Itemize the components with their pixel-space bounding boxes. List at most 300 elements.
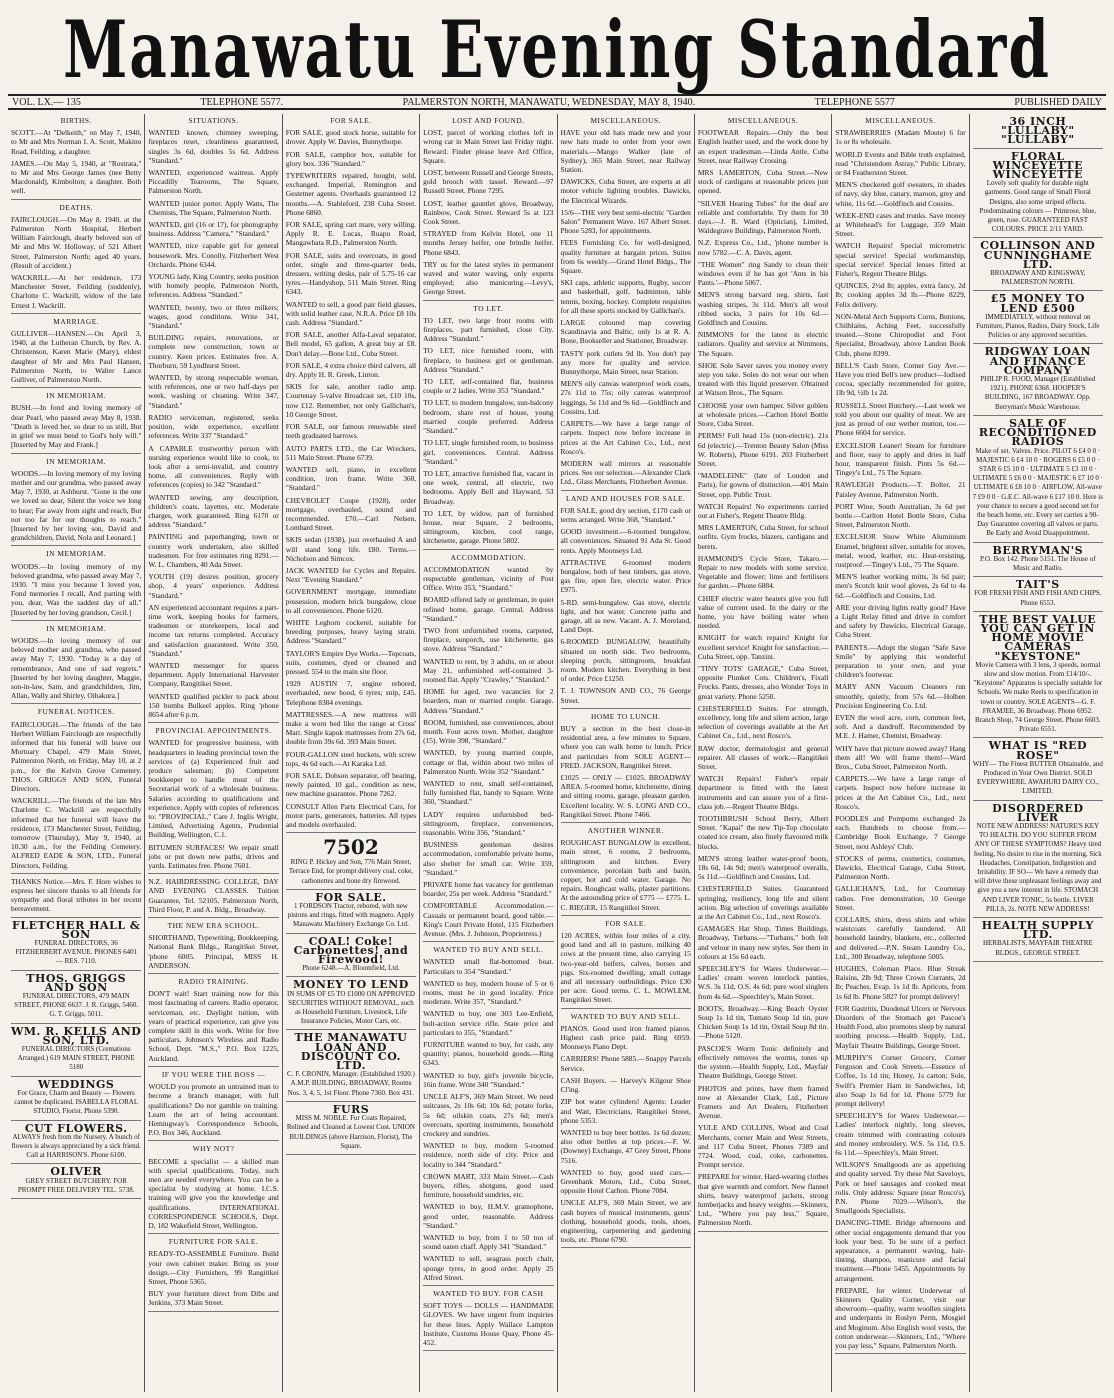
classified-ad: LARGE coloured map covering Scandinavia and Baltic, only 1s at R. A. Bone, Bookseller and Stationer, Broadway. (560, 318, 691, 346)
section-heading: FOR SALE. (605, 918, 647, 928)
section-heading: THE NEW ERA SCHOOL. (167, 921, 260, 931)
classified-ad: TO LET, self-contained flat, business couple or 2 ladies. Write 353 "Standard." (423, 377, 554, 396)
classified-ad: CONSULT Allen Parts Electrical Cars, for motor parts, generators, batteries. All types and models overhauled. (285, 801, 417, 830)
section-rule (148, 1311, 278, 1312)
classified-ad: PREPARE, for winter. Underwear of Skinners Quality Corner, visit our showroom—quality, warm woollen singlets and underpants in Roslyn Perm, Mosgiel and Moginum. Also English wool vests, the cotton underwear.—Skinners, Ltd., "Where you pay less," Square, Palmerston North. (835, 1285, 966, 1350)
classified-ad: TO LET, single furnished room, to business girl, conveniences. Central. Address "Standard." (423, 438, 554, 466)
display-advertisement (973, 580, 1103, 608)
display-ad-body: IMMEDIATELY, without removal on Furniture, Pianos, Radios, Dairy Stock, Life Policies or any approved securities. (976, 312, 1100, 340)
column-6 (695, 114, 832, 1392)
classified-ad: WANTED, by strong respectable woman, with references, one or two half-days per week, washing or cleaning. Write 347, "Standard." (148, 373, 279, 410)
classified-ad: BUILDING repairs, renovations, or complete new construction, town or country. Keen prices. Estimates free. A. Thorburn, 59 Lyndhurst Street. (148, 333, 279, 370)
section-heading: IF YOU WERE THE BOSS — (161, 1069, 266, 1079)
masthead-title: Manawatu Evening Standard (63, 6, 1051, 94)
classified-ad: MEN'S checkered golf sweaters, in shades of navy, sky blue, canary, maroon, grey and white, 11s 6d.—Goldfinch and Cousins. (835, 180, 966, 208)
classified-ad: SHORTHAND, Typewriting, Bookkeeping, National Bank Bldgs., Rangitikei Street, 'phone 6005. Principal, MISS H. ANDERSON. (148, 933, 279, 970)
classified-ad: 5-RD. semi-bungalow. Gas stove, electric light, and hot water. Concrete paths and garage, all as new. Vacant. A. J. Moreland, Land Dept. (560, 597, 691, 635)
display-ad-body: MISS M. NOBLE. Fur Coats Repaired, Relined and Cleaned at Lowest Cost. UNION BUILDINGS (above Harrison, Florist), The Square. (286, 1114, 415, 1150)
display-rule (973, 917, 1103, 918)
classified-ad: PAINTING and paperhanging, town or country work undertaken, also skilled tradesmen. For free estimates ring 8291.—W. L. Chambers, 40 Ada Street. (148, 532, 279, 569)
display-advertisement (11, 1167, 141, 1195)
display-ad-body: FOR FRESH FISH AND FISH AND CHIPS. Phone 6553. (974, 589, 1102, 607)
classified-ad: WANTED to sell, seagrass porch chair, sponge tyres, in good order. Apply 25 Alfred Street. (423, 1254, 554, 1282)
classified-ad: FOR SALE, camphor box, suitable for glory box. 336 "Standard." (285, 149, 417, 168)
classified-ad: WANTED to buy, modern 5-roomed residence, north side of city. Price and locality to 344 "Standard." (423, 1141, 554, 1169)
display-rule (11, 1163, 141, 1164)
display-rule (11, 970, 141, 971)
classified-ad: FOR Gastritis, Duodenal Ulcers or Nervous Disorders of the Stomach get Pascoe's Health Food, also promotes sleep by natural soothing process.—Health Supply, Ltd., Mayfair Theatre Buildings, George Street. (835, 1003, 966, 1050)
classified-ad: N.Z. HAIRDRESSING COLLEGE, DAY AND EVENING CLASSES. Tuition Guarantee, Tel. 52105, Palmerston North, Third Floor, P. and A. Bldg., Broadway. (148, 877, 279, 914)
classified-ad: TWO front unfurnished rooms, carpeted, fireplace, sunporch, use kitchenette, gas stove. Address "Standard." (423, 625, 554, 654)
display-ad-headline: BERRYMAN'S (992, 543, 1084, 557)
display-ad-headline: MONEY TO LEND (293, 978, 409, 992)
section-heading: ANOTHER WINNER. (587, 826, 664, 836)
section-rule (148, 973, 278, 974)
classified-ad: DAWICKS, Cuba Street, are experts at all motor vehicle lighting troubles. Dawicks, the Electrical Wizards. (560, 177, 691, 205)
section-rule (423, 1350, 553, 1351)
display-advertisement (286, 934, 416, 974)
display-ad-headline: WM. R. KELLS AND SON, LTD. (11, 1024, 142, 1047)
classified-ad: AUTO PARTS LTD., the Car Wreckers, 511 Main Street. Phone 6739. (285, 443, 417, 462)
classified-ad: HOME for aged, two vacancies for 2 boarders, man or married couple. Garage. Address "Standard." (423, 687, 554, 715)
classified-ad: WATCH Repairs! No experiments carried out at Fisher's, Regent Theatre Bldg. (697, 501, 829, 520)
classified-ad: QUINCES, 2½d lb; apples, extra fancy, 2d lb; cooking apples 3d lb.—Phone 8229, Felix delivery. (835, 281, 966, 309)
classified-ad: PIANOS. Good used iron framed pianos. Highest cash price paid. Ring 6959. Moonseys Piano Dept. (560, 1023, 691, 1052)
classified-ad: GULLIVER—HANSEN.—On April 3, 1940, at the Lutheran Church, by Rev. A. Christenson, Karen Marie (Mary), eldest daughter of Mr and Mrs Paul Hansen, Palmerston North, to Walter Lance Gulliver, of Palmerston North. (11, 329, 142, 385)
classified-ad: 120 ACRES, within four miles of a city, good land and all in pasture, milking 40 cows at the present time, also carrying 15 two-year-old heifers, calves, horses and pigs. Six-roomed dwelling, small cottage and all necessary outbuildings. Price £30 per acre. Good terms. C. L. MOWLEM, Rangitikei Street. (560, 931, 691, 1005)
classified-ad: WANTED to buy, modern house of 5 or 6 rooms, must be in good locality. Price moderate. Write 357, "Standard." (423, 978, 554, 1007)
classified-ad: FOR SALE, another Alfa-Laval separator, Bell model, 65 gallon, A great buy at £8. Don't delay.—Bone Ltd., Cuba Street. (285, 330, 417, 358)
classified-ad: BITUMEN SURFACES! We repair small jobs or put down new paths, drives and yards. Estimates free. Phone 7601. (148, 842, 279, 871)
classified-ad: NON-Metal Arch Supports Corns, Bunions, Chilblains, Aching Feet, successfully treated.—Stone Chiropodist and Foot Specialist, Broadway, above Landon Book Club, phone 8399. (835, 311, 966, 358)
display-ad-headline: CUT FLOWERS. (24, 1121, 128, 1135)
classified-ad: BUY a section in the best close-in residential area, a few minutes to Square, where you can walk home to lunch. Price and particulars from SOLE AGENT— FRED. JACKSON, Rangitikei Street. (560, 723, 691, 770)
classified-ad: AN experienced accountant requires a part-time work, keeping books for farmers, tradesmen or storekeepers, local and income tax returns completed. Accuracy and satisfaction guaranteed. Write 350, "Standard." (148, 602, 279, 658)
display-advertisement (973, 801, 1103, 914)
display-rule (973, 961, 1103, 962)
display-ad-body: Lovely soft quality for durable night garments. Good range of Small Floral Designs, also some striped effects. Predominating colours — Primrose, blue, green, rose. GUARANTEED FAST COLOURS. PRICE 2/11 YARD. (979, 179, 1097, 234)
classified-ad: 1929 AUSTIN 7, engine rebored, overhauled, new hood, 6 tyres; snip, £45. Telephone 8384 evenings. (285, 679, 417, 707)
classified-ad: GOVERNMENT mortgage, immediate possession, modern brick bungalow, close to all conveniences. Phone 6120. (285, 587, 417, 615)
classified-ad: WANTED to buy, good used cars.—Greenbank Motors, Ltd., Cuba Street, opposite Hotel Carlton. Phone 7084. (560, 1167, 691, 1196)
display-ad-headline: FOR SALE. (315, 890, 387, 904)
classified-ad: UNCLE ALF'S, 369 Main Street. We need suitcases, 2s 10s 6d; 10s 6d; potato forks, 5s 6d; oilskin coats, 27s 6d; men's overcoats, sporting instruments, household crockery and sundries. (423, 1092, 554, 1138)
display-ad-headline: DISORDERED LIVER (992, 801, 1084, 824)
display-ad-body: 1 FORDSON Tractor, rebored, with new pistons and rings, fitted with magneto. Apply Manawatu Machinery Exchange Co. Ltd. (287, 902, 415, 929)
classified-ad: TO LET, two large front rooms with fireplaces, part furnished, close City. Address "Standard." (423, 315, 554, 344)
display-advertisement (11, 1121, 141, 1161)
display-ad-body: BROADWAY AND KINGSWAY, PALMERSTON NORTH. (990, 269, 1086, 287)
section-heading: BIRTHS. (60, 116, 92, 125)
classified-ad: FOR SALE, Dobson separator, off bearing, newly painted, 10 gal., condition as new, new machine guarantee. Phone 7262. (285, 771, 417, 799)
classified-ad: WANTED small flat-bottomed boat. Particulars to 354 "Standard." (423, 957, 554, 976)
classified-ad: FOUR-GALLON steel buckets, with screw tops, 4s 6d each.—At Karaka Ltd. (285, 749, 417, 768)
section-rule (148, 873, 278, 874)
classified-ad: LOST, parcel of working clothes left in wrong car in Main Street last Friday night. Reward. Finder please leave Ard Office, Square. (423, 128, 554, 165)
classified-ad: BOOTS, Broadway.—King Beach Oyster Soup 1s 1d tin, Tomato Soup 1d tin, pure Chicken Soup 1s 1d tin, Oxtail Soup 8d tin.—Phone 5120. (697, 1003, 829, 1041)
section-heading: WANTED TO BUY AND SELL. (433, 945, 544, 955)
classified-ad: DON'T wait! Start training now for this most fascinating of careers. Radio operator, serviceman, etc. Daylight tuition, with years of practical experience, can give you complete skill in this work. Write for free particulars. Johnson's Wireless and Radio School, Dept. "M.S.," P.O. Box 1225, Auckland. (148, 989, 279, 1063)
classified-ad: HUGHES, Coleman Place. Blue Streak Raisins, 2lb 9d; Three Crown Currants, 2d lb; Peaches, Evap. 1s 1d lb. Apricots, from 1s 6d lb. Phone 5827 for prompt delivery! (835, 964, 966, 1001)
display-advertisement (286, 1102, 416, 1151)
section-rule (148, 1140, 278, 1141)
display-rule (11, 1198, 141, 1199)
classified-ad: UNCLE ALF'S, 369 Main Street, we are cash buyers of musical instruments, gents' clothing, household goods, tools, shoes, engineering, carpentering and gardening tools, etc. Phone 6790. (560, 1198, 691, 1245)
classified-ad: CARPETS.—We have a large range of carpets. Inspect now before increase in prices at the Art Cabinet Co., Ltd., next Rosco's. (835, 774, 966, 811)
classified-ad: WANTED qualified pickler to pack about 150 bombs Bulkeel apples. Ring 'phone 8654 after 6 p.m. (148, 691, 279, 719)
section-heading: TO LET. (473, 303, 504, 313)
classified-ad: FOR SALE, good stock horse, suitable for drover. Apply W. Davies, Bunnythorpe. (285, 128, 417, 147)
classified-ad: PREPARE for winter. Hard-wearing clothes that give warmth and comfort. New flannel shirts, heavy waterproof jackets, strong lumberjacks and heavy weights.—Skinners, Ltd., "Where you pay less," Square, Palmerston North. (697, 1172, 829, 1228)
section-rule (423, 300, 553, 301)
section-heading: IN MEMORIAM. (46, 623, 107, 633)
display-ad-headline: FLORAL WINCEYETTE WINCEYETTE (992, 149, 1083, 182)
classified-ad: WANTED, by young married couple, cottage or flat, within about two miles of Palmerston North. Write 352 "Standard." (423, 748, 554, 776)
display-rule (286, 1154, 416, 1155)
classified-ad: COMFORTABLE Accommodation.—Casuals or permanent board, good table.—King's Court Private Hotel, 115 Fitzherbert Avenue. (Mrs. J. Johnson, Proprietress.) (423, 901, 554, 939)
display-advertisement (973, 117, 1103, 145)
section-rule (286, 832, 416, 833)
classified-ad: MODERN wall mirrors at reasonable prices. See our selection.—Alexander Clark Ltd., Glass Merchants, Fitzherbert Avenue. (560, 458, 691, 487)
classified-ad: STRAYED from Kelvin Hotel, one 11 months Jersey heifer, one brindle heifer. Phone 6843. (423, 229, 554, 257)
display-ad-headline: WHAT IS "RED ROSE" (988, 739, 1088, 762)
classified-ad: WANTED sell, piano, in excellent condition, iron frame. Write 360, "Standard." (285, 464, 417, 493)
display-ad-body: RING P. Hickey and Son, 776 Main Street, Terrace End, for prompt delivery coal, coke, carbonettes and bone dry firewood. (288, 858, 413, 885)
display-rule (973, 415, 1103, 416)
classified-ad: ROOM, furnished, use conveniences, about month. Four acres town. Mother, daughter (15). Write 398, "Standard." (423, 717, 554, 746)
classified-ad: WANTED to buy, from 1 to 50 ton of sound oaten chaff. Apply 341 "Standard." (423, 1232, 554, 1252)
display-rule (973, 290, 1103, 291)
display-rule (286, 1101, 416, 1102)
classified-ad: MARY ANN Vacuum Cleaners run smoothly, quietly, from 57s 6d.—Holben Precision Engineering Co. Ltd. (835, 682, 966, 710)
section-heading: WANTED TO BUY AND SELL. (570, 1011, 681, 1021)
section-heading: MISCELLANEOUS. (865, 116, 936, 125)
section-rule (11, 453, 141, 454)
classified-ad: PHOTOS and prints, have them framed now at Alexander Clark, Ltd., Picture Framers and Art Dealers, Fitzherbert Avenue. (697, 1083, 829, 1121)
classified-ad: WATCH Repairs! Fisher's repair department is fitted with the latest instruments and can assure you of a first-class job.—Regent Theatre Bldgs. (697, 774, 829, 811)
column-5 (558, 114, 695, 1392)
classified-ad: TASTY pork cutlets 9d lb. You don't pay any more for quality and service. Bunnythorpe, Main Street, near Station. (560, 348, 691, 377)
column-2 (145, 114, 282, 1392)
classified-ad: CHOOSE your own hamper. Silver goblets at wholesale prices.—Carlton Hotel Bottle Store, Cuba Street. (697, 400, 829, 429)
classified-ad: WOODS.—In loving memory of my beloved grandma, who passed away May 7, 1930. "I miss you because I loved you, Fond memories I recall, And parting with you, dear, Was the saddest day of all." [Inserted by her loving grandson, Cecil.] (11, 561, 142, 617)
classified-ad: PRIVATE home has vacancy for gentleman boarder, 25s per week. Address "Standard." (423, 880, 554, 899)
classified-ad: RADIO serviceman, registered, seeks position, wide experience, excellent references. Write 337 "Standard." (148, 412, 279, 441)
classified-ad: MEN'S strong harvard neg. shirts, fast washing stripes, 3s 11d. Men's all wool ribbed socks, 3 pairs for 10s 6d.—Goldfinch and Cousins. (697, 290, 829, 328)
display-ad-headline: RIDGWAY LOAN AND FINANCE COMPANY (984, 345, 1092, 377)
classified-ad: WANTED, nice capable girl for general housework. Mrs. Conolly, Fitzherbert West Orchards. Phone 6344. (148, 241, 279, 269)
display-ad-body: WHY— The Finest BUTTER Obtainable, and Produced in Your Own District. SOLD EVERYWHERE. AWAHURI DAIRY CO., LIMITED. (972, 759, 1103, 796)
display-ad-headline: THE MANAWATU LOAN AND DISCOUNT CO. LTD. (294, 1031, 408, 1073)
display-advertisement (973, 741, 1103, 796)
display-ad-headline: FLETCHER HALL & SON (12, 918, 141, 941)
display-ad-headline: THE BEST VALUE YOU CAN GET IN HOME MOVIE CAMERAS "KEYSTONE" (979, 612, 1097, 663)
display-ad-body: P.O. Box 142. Phone 5151. The House of Music and Radio. (980, 554, 1096, 572)
classified-ad: EXCELSIOR Leaner! Steam for furniture and floor, easy to apply and dries in half hour, transparent finish. Pints 5s 6d.—Tingey's Ltd., 75 The Square. (835, 440, 966, 478)
classified-ad: EXCELSIOR Snow White Aluminium Enamel, brightest silver, suitable for stoves, metal, wood, leather, etc. Heat-resisting, rustproof.—Tingey's Ltd., 75 The Square. (835, 532, 966, 569)
section-heading: MISCELLANEOUS. (590, 116, 661, 125)
classified-ad: ATTRACTIVE 6-roomed modern bungalow, both of best timbers, gas stove, gas fire, open fire, electric water. Price £975. (560, 557, 691, 595)
display-advertisement (973, 149, 1103, 235)
display-rule (973, 343, 1103, 344)
classified-ad: WANTED to buy, H.M.V. gramophone, good order, reasonable. Address "Standard." (423, 1202, 554, 1230)
classified-ad: N.Z. Express Co., Ltd., 'phone number is now 5782.—C. A. Davis, agent. (697, 238, 829, 257)
section-rule (148, 722, 278, 723)
classified-ad: FURNITURE wanted to buy, for cash, any quantity; pianos, household goods.—Ring 6343. (423, 1040, 554, 1068)
telephone-left: TELEPHONE 5577. (200, 96, 284, 108)
display-ad-body: FUNERAL DIRECTORS, 479 MAIN STREET, PHONE 6637. J. R. Griggs, 5460. G. T. Griggs, 5011. (14, 992, 139, 1019)
classified-ad: MRS LAMERTON, Cuba Street, for school outfits. Gym frocks, blazers, cardigans and berets. (697, 523, 829, 551)
display-ad-body: NOTE NEW ADDRESS! NATURE'S KEY TO HEALTH. DO YOU SUFFER FROM ANY OF THESE SYMPTOMS? Heavy tired feeling, No desire to rise in the morning, Sick Headaches, Constipation, Indigestion and Irritability. IF SO— We have a remedy that will drive these unpleasant feelings away and give you a new interest in life. STOMACH AND LIVER TONIC, 5s bottle. LIVER PILLS, 2s. NOTE NEW ADDRESS! (973, 822, 1102, 913)
classified-ad: WOODS.—In loving memory of our beloved mother and grandma, who passed away May 7, 1930. "Today is a day of remembrance, And one of sad regrets." [Inserted by her loving daughter, Maggie, son-in-law, Sam, and grandchildren, Jim, Allan, Wally and Shirley, Oihakura.] (11, 635, 142, 701)
classified-ad: ZIP hot water cylinders! Agents: Leader and Watt, Electricians, Rangitikei Street, phone 5353. (560, 1097, 691, 1125)
dateline (8, 94, 1106, 110)
classified-ad: "SILVER Hearing Tubes" for the deaf are reliable and comfortable. Try them for 30 days.—J. R. Ward (Optician), Limited, Waldegrave Buildings, Palmerston North. (697, 198, 829, 236)
classified-ad: BOARD offered lady or gentleman, in quiet refined home, garage. Central. Address "Standard." (423, 595, 554, 623)
section-rule (698, 1231, 828, 1232)
classified-ad: WANTED to sell, a good pair field glasses, with solid leather case, N.R.A. Price £8 10s cash. Address "Standard." (285, 299, 417, 328)
section-heading: SITUATIONS. (188, 116, 239, 125)
classified-ad: WANTED known, chimney sweeping, fireplaces reset, cleanliness guaranteed, singles 3s 6d, doubles 5s 6d. Address "Standard." (148, 128, 279, 165)
classified-ad: READY-TO-ASSEMBLE Furniture. Build your own cabinet maker. Bring us your design.—City Furnishers, 99 Rangitikei Street, Phone 5365. (148, 1249, 279, 1286)
display-ad-headline: TAIT'S (1015, 578, 1060, 592)
classified-ad: FOOTWEAR Repairs.—Only the best English leather used, and the work done by an expert tradesman.—Linda Antle, Cuba Street, near Railway Crossing. (697, 128, 829, 165)
section-heading: IN MEMORIAM. (46, 391, 107, 401)
column-7 (832, 114, 969, 1392)
classified-ad: TO LET, attractive furnished flat, vacant in one week, central, all electric, two bedrooms. Apply Bell and Hayward, 53 Broadway. (423, 468, 554, 506)
classified-ad: WANTED to rent, small self-contained, fully furnished flat, handy to Square. Write 360, "Standard." (423, 779, 554, 807)
section-heading: FOR SALE. (330, 116, 372, 125)
display-advertisement (286, 836, 416, 886)
classified-ad: WANTED, experienced waitress. Apply Piccadilly Tearooms, The Square, Palmerston North. (148, 168, 279, 196)
display-rule (286, 1029, 416, 1030)
display-ad-body: PHILIP R. FOOD, Manager (Established 1921). PHONE 6368. HOOPER'S BUILDING, 167 BROADWAY. Opp. Berryman's Music Warehouse. (980, 375, 1096, 411)
classified-ad: CHIEF electric water heaters give you full value of current used. In the dairy or the home, you have boiling water when needed. (697, 593, 829, 631)
classified-ad: ACCOMMODATION wanted by respectable gentleman, vicinity of Post Office. Write 353, "Standard." (423, 564, 554, 593)
classified-ad: WOODS.—In loving memory of my loving mother and our grandma, who passed away May 7, 1930, at Ashhurst. "Gone is the one we loved so dear, Silent the voice we long to hear; Far away from sight and reach, But not too far for our thoughts to reach." [Inserted by her loving son, David and grandchildren, David, Nola and Leonard.] (11, 468, 142, 543)
display-ad-headline: COAL! Coke! Carbonettes! and Firewood! (293, 934, 409, 967)
display-rule (11, 1076, 141, 1077)
masthead (8, 6, 1106, 94)
classified-ad: PERMS! Full head 15s (non-electric). 21s 6d (electric).—Trenton Beauty Salon (Miss W. Roberts), Phone 6191. 203 Fitzherbert Street. (697, 431, 829, 468)
classified-ad: SKIS sedan (1938), just overhauled A and will stand long life. £80. Terms.—Nicholson and Simcox. (285, 535, 417, 563)
volume-number: VOL. LX.— 135 (12, 96, 81, 108)
classified-ad: TAYLOR'S Empire Dye Works.—Topcoats, suits, costumes, dyed or cleaned and pressed. 554 to the main site floor. (285, 648, 417, 676)
display-ad-headline: OLIVER (50, 1165, 102, 1179)
classified-ad: TYPEWRITERS repaired, bought, sold, exchanged. Imperial, Remington and Gestetner agents. Overhauls guaranteed 12 months.—A. Stableford, 238 Cuba Street. Phone 6860. (285, 171, 417, 217)
classified-ad: COLLARS, shirts, dress shirts and white waistcoats carefully laundered. All household laundry, blankets, etc., collected and delivered.—P.N. Steam Laundry Co., Ltd., 300 Broadway, telephone 5005. (835, 915, 966, 961)
classified-ad: TRY us for the latest styles in permanent waved and water waving, only experts employed; also manicuring.—Levy's, George Street. (423, 259, 554, 297)
section-rule (11, 199, 141, 200)
section-rule (11, 387, 141, 388)
classified-ad: CHEVROLET Coupe (1928), order mortgage, overhauled, sound and recommended. £70.—Carl Nelsen, Lombard Street. (285, 495, 417, 533)
display-advertisement (11, 918, 141, 967)
column-8 (970, 114, 1106, 1392)
section-rule (11, 703, 141, 704)
section-rule (561, 1247, 691, 1248)
display-ad-body: C. F. CRONIN, Manager. (Established 1920.) A.M.P. BUILDING, BROADWAY, Rooms Nos. 3, 4, 5, 1st Floor. Phone 7360. Box 431. (287, 1070, 415, 1097)
classified-ad: BELL'S Cash Store, Corner Guy Ave.—Have you tried Bell's new product—Iodised cocoa, specially recommended for goitre, 1lb 9d, ½lb 1s 2d. (835, 360, 966, 398)
classified-ad: LOST, leather gauntlet glove, Broadway, Rainbow, Cook Street. Reward 5s at 123 Cook Street. (423, 198, 554, 227)
display-ad-headline: HEALTH SUPPLY LTD. (981, 919, 1094, 942)
section-rule (11, 620, 141, 621)
section-rule (561, 1008, 691, 1009)
section-rule (11, 545, 141, 546)
classified-ad: YULE AND COLLINS, Wood and Coal Merchants, corner Main and West Streets, and 117 Cuba Street, Phones 7389 and 7724. Wood, coal, coke, carbonettes. Prompt service. (697, 1123, 829, 1170)
place-and-date: PALMERSTON NORTH, MANAWATU, WEDNESDAY, MAY 8, 1940. (402, 96, 696, 108)
display-rule (973, 576, 1103, 577)
classified-ad: SOFT TOYS — DOLLS — HANDMADE GLOVES. We have urgent from inquiries for these lines. Apply Wallace Lampton Institute, Customs House Quay, Phone 45-452. (423, 1301, 554, 1347)
section-heading: MISCELLANEOUS. (727, 116, 799, 125)
classified-ad: BUY your furniture direct from Dibs and Jenkins, 373 Main Street. (148, 1289, 279, 1308)
section-rule (561, 490, 691, 491)
classified-ad: PASCOE'S Worm Tonic definitely and effectively removes the worms, tones up the system.—Health Supply, Ltd., Mayfair Theatre Buildings, George Street. (697, 1043, 829, 1081)
display-rule (973, 737, 1103, 738)
classified-ad: "THE Women" ring Sandy to clean their windows even if he has got 'Ants in his Pants.'—Phone 5067. (697, 259, 829, 288)
classified-ad: A CAPABLE trustworthy person with nursing experience would like to cook, to look after a semi-invalid, and country home, all conveniences. Reply with references (copies) to 342 "Standard." (148, 443, 279, 490)
classified-ad: CHESTERFIELD Suites. Guaranteed springing, resiliency, long life and silent action. Big selection of coverings available at the Art Cabinet Co., Ltd., next Rosco's. (697, 884, 829, 922)
classified-ad: SKI caps, athletic supports, Rugby, soccer and basketball, golf, badminton, table tennis, boxing, hockey. Complete requisites for all these sports stocked by Gallichan's. (560, 278, 691, 315)
section-heading: FURNITURE FOR SALE. (168, 1237, 259, 1247)
classified-ad: WEEK-END cases and trunks. Save money at Whitehead's for Luggage, 359 Main Street. (835, 210, 966, 239)
classified-ad: TO LET, nice furnished room, with fireplace, to business girl or gentleman. Address "Standard." (423, 346, 554, 374)
display-rule (286, 889, 416, 890)
classified-ad: SPEECHLEY'S for Wares Underwear.—Ladies' interlock nightly, long sleeves, cream trimmed with contrasting colours and money embroidery. W.S. 5s 11d, O.S. 6s 11d.—Speechley's, Main Street. (835, 1111, 966, 1157)
classified-ad: WANTED sewing, any description, children's coats, layettes, etc. Moderate charges, work guaranteed. Ring 6170 or address "Standard." (148, 492, 279, 530)
classified-ad: TOOTHBRUSH School Berry, Albert Street. "Kapai" the new Tip-Top chocolate coated ice cream, also finely flavoured milk blocks. (697, 814, 829, 851)
section-rule (148, 1233, 278, 1234)
classified-ad: WANTED messenger for spares department. Apply International Harvester Company, Rangitikei Street. (148, 660, 279, 689)
classified-ad: FOR SALE, spring cart mare, very willing. Apply R. E. Lucas, Ruapu Road, Mangawhata R.D., Palmerston North. (285, 220, 417, 248)
section-rule (148, 1066, 278, 1067)
display-advertisement (286, 980, 416, 1026)
display-advertisement (973, 241, 1103, 287)
section-heading: RADIO TRAINING. (178, 977, 249, 987)
classified-ad: POODLES and Pompoms exchanged 2s each. Hundreds to choose from.—Cambridge Book Exchange, 7 George Street, next Ashleys' Club. (835, 814, 966, 851)
classified-ad: FOR SALE, good dry section, £170 cash or terms arranged. Write 368, "Standard." (560, 505, 691, 524)
classified-ad: ROUGHCAST BUNGALOW in excellent, main street, 6 rooms, 2 bedrooms, sittingroom and kitchen. Every convenience, porcelain bath and basin, copper, hot and cold water. Garage. No repairs. Roughcast walls, plaster partitions. At the astounding price of £775 — £775. L. C. RIEGER, 15 Rangitikei Street. (560, 838, 691, 912)
classified-ad: FOR SALE, suits and overcoats, in good order, single and three-quarter beds, dressers, writing desks, pair of 5.75-16 car tyres.—Handyshop, 511 Main Street. Ring 6343. (285, 250, 417, 297)
column-1 (8, 114, 145, 1392)
classified-ad: WANTED junior porter. Apply Watts, The Chemists, The Square, Palmerston North. (148, 198, 279, 217)
classified-ad: WHY have that picture stowed away? Hang them all! We will frame them!—Ward Bros., Cuba Street, Palmerston North. (835, 743, 966, 771)
classified-ad: WANTED for progressive business, with headquarters in leading provincial town the services of (a) Experienced fruit and produce salesman; (b) Competent bookkeeper to handle most of the Secretarial work of a wholesale business. Salaries according to qualifications and experience. Apply with copies of references to: "PROVINCIAL," Care J. Inglis Wright, Limited, Advertising Agents, Prudential Building, Wellington, C.1. (148, 738, 279, 840)
section-heading: MARRIAGE. (53, 316, 100, 326)
section-heading: LAND AND HOUSES FOR SALE. (565, 493, 686, 503)
classified-ad: BECOME a specialist — a skilled man with special qualifications. Today, such men are needed everywhere. You can be a specialist by studying at home. I.C.S. training will give you the knowledge and qualifications. INTERNATIONAL CORRESPONDENCE SCHOOLS, Dept. D, 182 Wakefield Street, Wellington. (148, 1156, 279, 1230)
classified-ad: FAIRCLOUGH.—On May 8, 1940, at the Palmerston North Hospital, Herbert William Fairclough, dearly beloved son of Mr and Mrs W. Holloway, of 521 Albert Street, Palmerston North; aged 40 years. (Result of accident.) (11, 214, 142, 270)
classified-ad: FEES Furnishing Co. for well-designed, quality furniture at bargain prices. Suites from 6s weekly.—Grand Hotel Bldgs., The Square. (560, 238, 691, 276)
column-3 (283, 114, 420, 1392)
section-heading: WHY NOT? (192, 1144, 235, 1154)
section-rule (11, 313, 141, 314)
classified-ad: RAWLEIGH Products.—T. Bolter, 21 Paisley Avenue, Palmerston North. (835, 480, 966, 499)
display-ad-body: IN SUMS OF £5 TO £1000 ON APPROVED SECURITIES WITHOUT REMOVAL, such as Household Furniture, Livestock, Life Insurance Policies, Motor Cars, etc. (286, 989, 415, 1026)
classified-ad: BUSH.—In fond and loving memory of dear Pearl, who passed away May 8, 1938. "Death is loved her, so dear to us still, But in grief we must bend to God's holy will." [Inserted by May and Frank.] (11, 403, 142, 450)
classified-ad: WACKRILL.—The friends of the late Mrs Charlotte C. Wackrill are respectfully informed that her funeral will leave the residence, 173 Manchester Street, Feilding, tomorrow (Thursday), May 9, 1940, at 10.30 a.m., for the Feilding Cemetery. ALFRED EADE & SON, LTD., Funeral Directors, Feilding. (11, 796, 142, 870)
classified-ad: CARRIERS! Phone 5885.—Snappy Parcels Service. (560, 1054, 691, 1073)
classified-ad: WANTED to buy, girl's juvenile bicycle, 16in frame. Write 340 "Standard." (423, 1070, 554, 1089)
display-rule (973, 148, 1103, 149)
classified-ad: CARPETS.—We have a large range of carpets. Inspect now before increase in prices at the Art Cabinet Co., Ltd., next Rosco's. (560, 419, 691, 456)
display-rule (973, 237, 1103, 238)
classified-ad: FAIRCLOUGH.—The friends of the late Herbert William Fairclough are respectfully informed that his funeral will leave our Mortuary Chapel, 479 Main Street, Palmerston North, on Friday, May 10, at 2 p.m., for the Kelvin Grove Cemetery. THOS. GRIGGS AND SON, Funeral Directors. (11, 719, 142, 793)
display-ad-headline: COLLINSON AND CUNNINGHAME LTD. (980, 239, 1096, 271)
display-ad-number: 7502 (323, 835, 379, 860)
classified-ad: NIMMONS for the latest in electric radiators. Quality and service at Nimmons, The Square. (697, 330, 829, 358)
display-advertisement (973, 921, 1103, 958)
classified-ad: WANTED, twenty, two or three milkers; wages, good conditions. Write 341, "Standard." (148, 302, 279, 331)
display-advertisement (973, 543, 1103, 574)
classified-ad: FOR SALE, 4 extra choice third calvers, all dry. Apply H. R. Greek, Linton. (285, 360, 417, 380)
classified-ad: £1025 — ONLY — £1025. BROADWAY AREA. 5-roomed home, kitchenette, dining and sitting rooms, garage, pleasant garden. Excellent locality. W. S. LONG AND CO., Rangitikei Street. Phone 7466. (560, 773, 691, 819)
display-rule (11, 1023, 141, 1024)
section-rule (835, 1353, 965, 1354)
classified-ad: DANCING-TIME. Bridge afternoons and other social engagements demand that you look your best. To be sure of a perfect appearance, a permanent waving, hair-tinting, shampoo, manicure and facial treatment.—Phone 5455. Appointments by arrangement. (835, 1218, 966, 1283)
classified-ad: WANTED to buy, one 303 Lee-Enfield, bolt-action service rifle. State price and particulars to 355, "Standard." (423, 1009, 554, 1037)
classified-ad: YOUTH (19) desires position, grocery shop, 4 years' experience. Address "Standard." (148, 572, 279, 600)
display-advertisement (286, 890, 416, 930)
classified-ad: THANKS Notice.—Mrs. F. Hore wishes to express her sincere thanks to all friends for sympathy and floral tributes in her recent bereavement. (11, 876, 142, 914)
display-advertisement (973, 294, 1103, 340)
display-ad-headline: 36 INCH "LULLABY" "LULLABY" (1000, 115, 1075, 147)
classified-ad: PARENTS.—Adopt the slogan "Safe Save Smile" by applying this wonderful preparation to your own, and your children's footwear. (835, 642, 966, 680)
display-rule (286, 933, 416, 934)
display-advertisement (11, 1077, 141, 1117)
classified-ad: LOST, between Russell and George Streets, gold brooch with tassel. Reward.—97 Russell Street. Phone 7295. (423, 168, 554, 196)
classified-ad: SPEECHLEY'S for Wares Underwear.—Ladies' cream woven interlock panties, W.S. 3s 11d, O.S. 4s 6d; pure wool singlets from 4s 6d.—Speechley's, Main Street. (697, 964, 829, 1001)
classified-ad: FOR SALE, our famous renewable steel teeth graduated harrows. (285, 422, 417, 441)
telephone-right: TELEPHONE 5577 (814, 96, 895, 108)
display-rule (11, 1120, 141, 1121)
display-ad-body: HERBALISTS, MAYFAIR THEATRE BLDGS., GEORGE STREET. (982, 939, 1093, 957)
classified-ad: SHOE Sole Saver saves you money every step you take. Soles do not wear out when treated with this liquid preserver. Obtained at Watson Bros., The Square. (697, 360, 829, 398)
classified-ad: WORLD Events and Bible truth explained, read "Christendom Astray," Public Library, or 84 Featherston Street. (835, 149, 966, 178)
display-advertisement (11, 1024, 142, 1073)
classified-ad: EVEN the wool acre, corn, common feet, soft. And a dandruff. Recommended by M.E. J. Hamer, Chemist, Broadway. (835, 712, 966, 741)
display-ad-headline: £5 MONEY TO LEND £500 (990, 292, 1085, 315)
classified-ad: TO LET, by widow, part of furnished house, near Square, 2 bedrooms, sittingroom, kitchen, cool range, kitchenette, garage. Phone 5802. (423, 508, 554, 546)
display-ad-headline: SALE OF RECONDITIONED RADIOS (978, 416, 1097, 449)
classified-ad: MURPHY'S Corner Grocery, Corner Ferguson and Cook Streets.—Essence of Coffee, 1s 1d tin; Honey, 1s carton; Sole, Swift's Premier Ham in Sandwiches, 1d; also Soap 1s 6d for 1d. Phone 5779 for prompt delivery! (835, 1052, 966, 1108)
classified-ad: JAMES.—On May 5, 1940, at "Rostrata," to Mr and Mrs George James (nee Betty Macdonald), Kimbolton; a daughter. Both well. (11, 158, 142, 196)
classified-ad: MRS LAMERTON, Cuba Street.—New stock of cardigans at reasonable prices just opened. (697, 168, 829, 196)
classified-ad: WOULD you promote an untrained man to become a branch manager, with full qualifications? Do not gamble on training. Learn the art of being accountant. Hemingway's Correspondence Schools, P.O. Box 346, Auckland. (148, 1082, 279, 1138)
classified-ad: CASH Buyers. — Harvey's Kilgour Shoe Cl'ing. (560, 1075, 691, 1095)
display-ad-body: Make of set. Valves. Price. PILOT 6 £4 0 0 · MAJESTIC 6 £4 10 0 · ROGERS 6 £5 0 0 · STAR 6 £5 10 0 · ULTIMATE 5 £3 10 0 · ULTIMATE 5 £6 0 0 · MAJESTIC 6 £7 10 0 · ULTIMATE 6 £8 10 0 · AIRFLOW, All-wave 7 £9 0 0 · G.E.C. All-wave 6 £17 10 0. Here is your chance to secure a good second set for the beach home, etc. Every set carries a 90-Day Guarantee covering all valves or parts. Be Early and Avoid Disappointment. (972, 446, 1103, 538)
classified-ad: RUSSELL Street Butchery.—Last week we told you about our quality of meat. We are just as proud of our wether mutton, too.—Phone 6604 for service. (835, 400, 966, 438)
section-heading: ACCOMMODATION. (450, 552, 526, 562)
classified-ad: MEN'S oily canvas waterproof work coats, 27s 11d to 75s; oily canvas waterproof leggings, 5s 11d and 9s 6d.—Goldfinch and Cousins, Ltd. (560, 379, 691, 416)
section-heading: WANTED TO BUY. FOR CASH (433, 1288, 544, 1298)
display-ad-body: FUNERAL DIRECTORS (Cremations Arranged.) 619 MAIN STREET, PHONE 5180 (17, 1045, 135, 1072)
classified-ad: WHITE Leghorn cockerel, suitable for breeding purposes, heavy laying strain. Address "Standard." (285, 617, 417, 646)
classified-ad: BUSINESS gentleman desires accommodation, comfortable private home, also shelter for small car. Write 359, "Standard." (423, 840, 554, 877)
display-ad-body: Movie Camera with 3 lens, 3 speeds, normal slow and slow motion. From £14/10/-. "Keystone" Apparatus is specially suitable for Schools. We make Reels to specification in town or country. SOLE AGENTS—G. F. FRAMJEE, 36 Broadway. Phone 6952. Branch Shop, 74 George Street. Phone 6603. Private 6551. (973, 660, 1103, 734)
classified-ad: STRAWBERRIES (Madam Moute) 6 for 1s or 8s wholesale. (835, 128, 966, 147)
classified-ad: MATTRESSES.—A new mattress will make a worn bed like the range at Cross' Mart. Single kapok mattresses from 27s 6d, double from 39s 6d. 393 Main Street. (285, 709, 417, 747)
classified-ad: WANTED to rent, by 3 adults, on or about May 21, unfurnished self-contained 3-roomed flat. Apply "Crawley," "Standard." (423, 656, 554, 684)
classified-ad: PORT Wine, South Australian, 3s 6d per bottle.—Carlton Hotel Bottle Store, Cuba Street, Palmerston North. (835, 501, 966, 530)
classified-ad: SCOTT.—At "Delkeith," on May 7, 1940, to Mr and Mrs Norman I. A. Scott, Makino Road, Feilding, a daughter. (11, 128, 142, 156)
classified-ad: 15/6—THE very best semi-electric "Garden Salon" Permanent Wave. 167 Albert Street. Phone 5283, for appointments. (560, 207, 691, 236)
display-advertisement (286, 1033, 416, 1097)
section-heading: HOME TO LUNCH. (591, 711, 661, 721)
classified-ad: WATCH Repairs! Special micrometric special service! Special workmanship, special service! Special lenses fitted at Fisher's, Regent Theatre Bldgs. (835, 241, 966, 279)
display-advertisement (973, 347, 1103, 411)
classified-ad: STOCKS of perms, cosmetics, costumes, Dawicks, Electrical Garage, Cuba Street, Palmerston North. (835, 853, 966, 882)
classified-ad: SKIS for sale, another radio amp. Courtenay 5-valve Broadcast set, £10 10s, now £12. Remember, not only Gallichan's, 10 George Street. (285, 382, 417, 419)
